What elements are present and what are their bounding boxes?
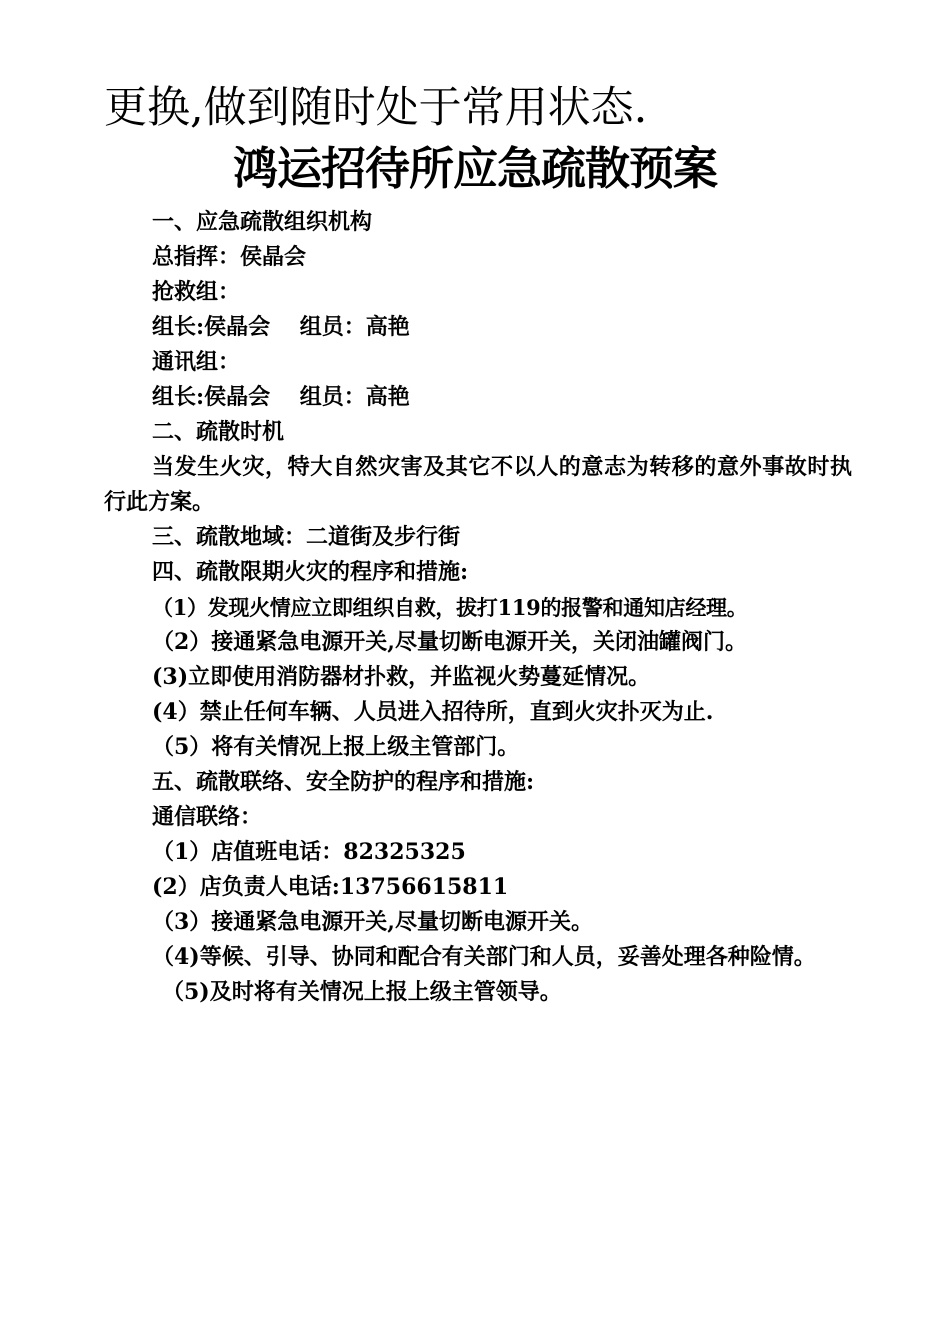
rescue-group-members: 组长:侯晶会 组员：高艳 (152, 314, 410, 340)
communication-liaison-label: 通信联络： (152, 804, 263, 830)
fire-step-2: （2）接通紧急电源开关,尽量切断电源开关，关闭油罐阀门。 (152, 629, 747, 655)
liaison-step-5: （5)及时将有关情况上报上级主管领导。 (162, 979, 562, 1005)
communication-group-members: 组长:侯晶会 组员：高艳 (152, 384, 410, 410)
section-heading-area: 三、疏散地域：二道街及步行街 (152, 524, 461, 550)
fire-step-5: （5）将有关情况上报上级主管部门。 (152, 734, 520, 760)
document-body (104, 205, 852, 1010)
manager-phone-line: (2）店负责人电话:13756615811 (152, 874, 509, 900)
commander-line: 总指挥：侯晶会 (152, 244, 307, 270)
document-title: 鸿运招待所应急疏散预案 (232, 142, 717, 195)
fire-step-3: (3)立即使用消防器材扑救，并监视火势蔓延情况。 (152, 664, 651, 690)
duty-phone-line: （1）店值班电话：82325325 (152, 839, 466, 865)
fire-step-4: (4）禁止任何车辆、人员进入招待所，直到火灾扑灭为止. (152, 699, 714, 725)
carryover-text: 更换,做到随时处于常用状态. (104, 83, 648, 133)
section-heading-organization: 一、应急疏散组织机构 (152, 209, 373, 235)
liaison-step-4: （4)等候、引导、协同和配合有关部门和人员，妥善处理各种险情。 (152, 944, 816, 970)
rescue-group-label: 抢救组： (152, 279, 241, 305)
section-heading-timing: 二、疏散时机 (152, 419, 285, 445)
liaison-step-3: （3）接通紧急电源开关,尽量切断电源开关。 (152, 909, 593, 935)
section-heading-fire-procedure: 四、疏散限期火灾的程序和措施: (152, 559, 469, 585)
section-heading-liaison: 五、疏散联络、安全防护的程序和措施: (152, 769, 535, 795)
communication-group-label: 通讯组： (152, 349, 241, 375)
fire-step-1: （1）发现火情应立即组织自救，拔打119的报警和通知店经理。 (152, 595, 748, 620)
timing-paragraph: 当发生火灾，特大自然灾害及其它不以人的意志为转移的意外事故时执行此方案。 (104, 454, 852, 515)
